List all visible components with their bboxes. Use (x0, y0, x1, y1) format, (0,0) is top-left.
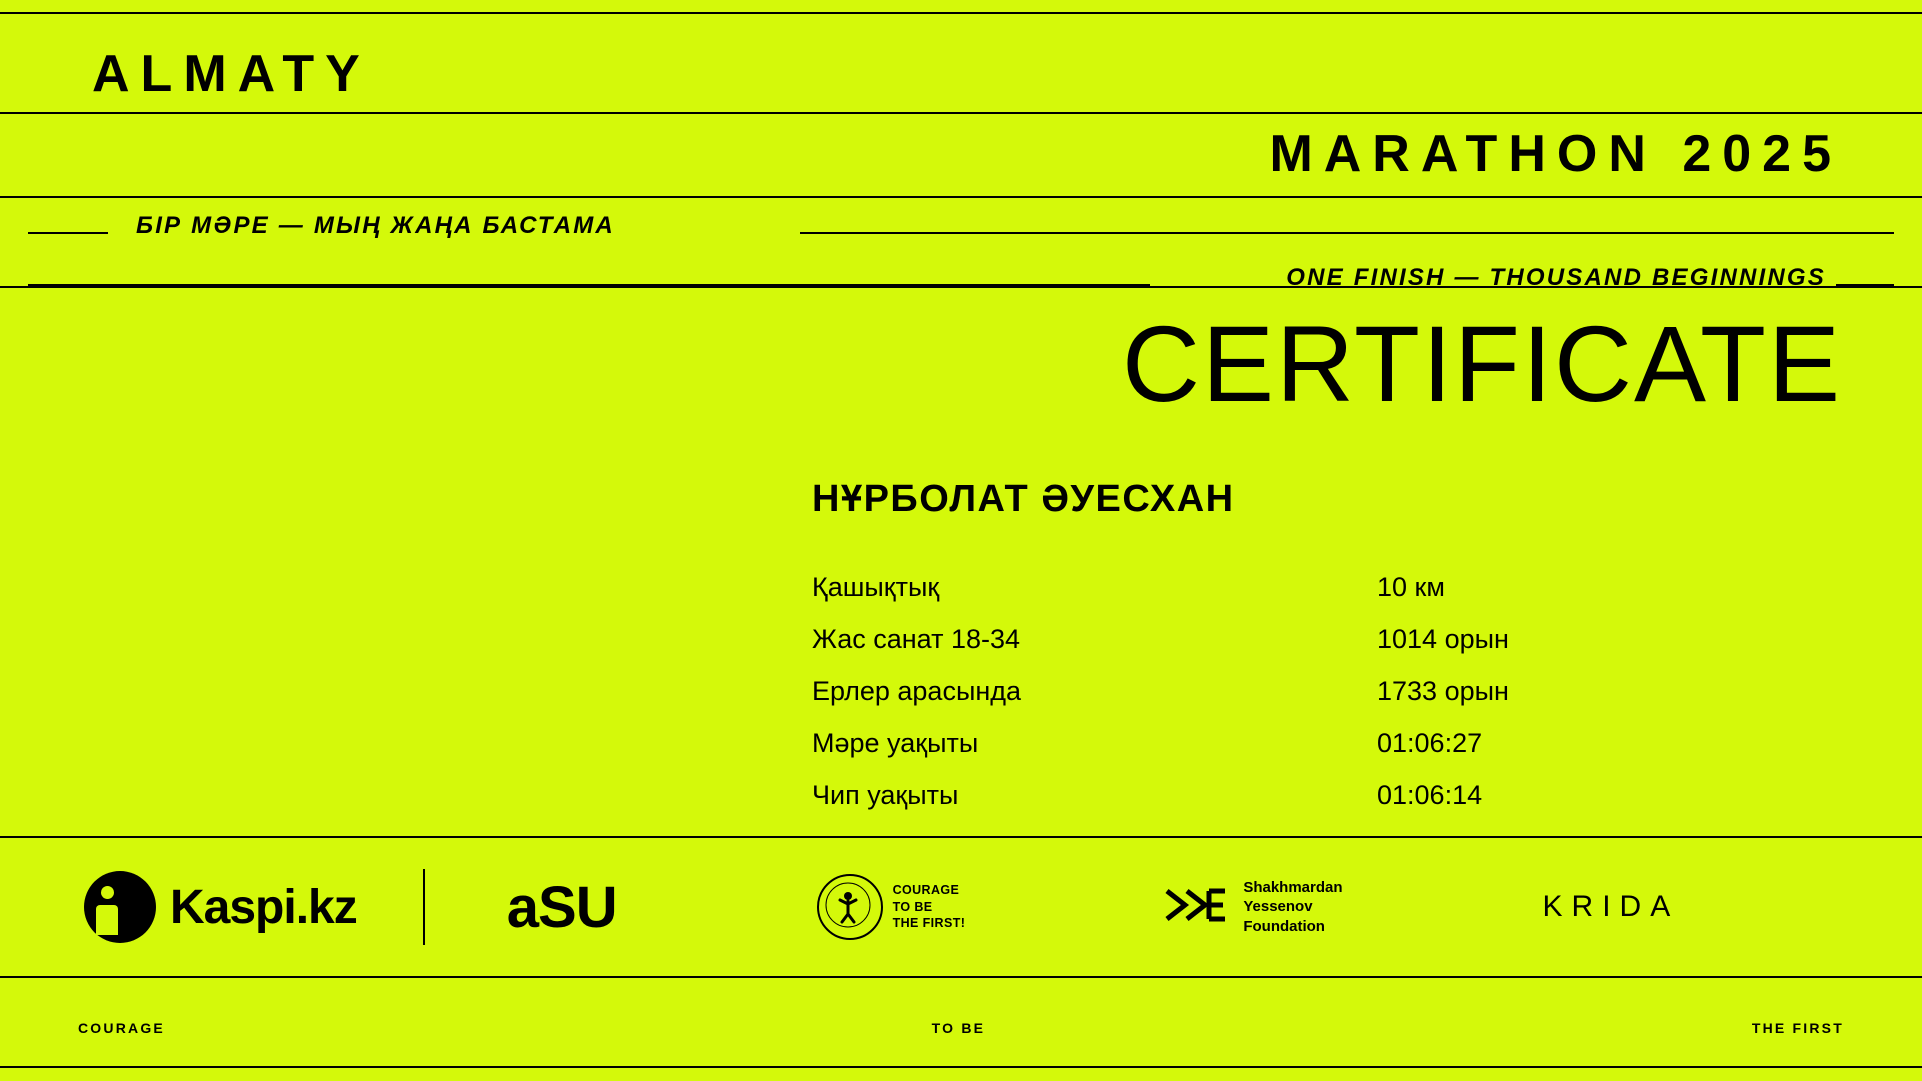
participant-name: НҰРБОЛАТ ӘУЕСХАН (812, 478, 1235, 520)
divider-bottom (0, 1066, 1922, 1068)
kaspi-logo-icon (84, 871, 156, 943)
sponsor-strip (0, 838, 1922, 976)
yessenov-line-3: Foundation (1243, 917, 1325, 935)
sponsor-asu: aSU (506, 874, 617, 940)
result-label: Мәре уақыты (812, 728, 979, 758)
courage-line-1: COURAGE (892, 882, 960, 897)
city-title: ALMATY (92, 45, 371, 103)
courage-line-3: THE FIRST! (892, 916, 966, 931)
sponsor-kaspi (84, 871, 357, 943)
result-value: 1014 орын (1377, 624, 1509, 654)
result-value: 10 км (1377, 572, 1445, 602)
sponsor-courage-fund (817, 874, 966, 940)
divider-under-city (0, 112, 1922, 114)
table-row (812, 728, 1612, 759)
result-label: Чип уақыты (812, 780, 959, 810)
sponsor-yessenov-foundation (1161, 878, 1342, 937)
footer-right-text: THE FIRST (1751, 1020, 1844, 1036)
kaspi-wordmark: Kaspi.kz (170, 880, 357, 934)
result-label: Жас санат 18-34 (812, 624, 1021, 654)
result-value: 01:06:14 (1377, 780, 1483, 810)
yessenov-logo-icon (1161, 883, 1231, 932)
page-title: CERTIFICATE (1121, 303, 1842, 424)
yessenov-foundation-text (1243, 878, 1342, 937)
rule-segment-right-kz (800, 232, 1894, 234)
rule-segment-left-kz (28, 232, 108, 234)
table-row (812, 624, 1612, 655)
sponsor-krida: KRIDA (1542, 890, 1680, 923)
table-row (812, 572, 1612, 603)
table-row (812, 780, 1612, 811)
divider-under-event (0, 196, 1922, 198)
rule-segment-right-en (1836, 284, 1894, 286)
result-value: 1733 орын (1377, 676, 1509, 706)
result-label: Ерлер арасында (812, 676, 1022, 706)
result-value: 01:06:27 (1377, 728, 1483, 758)
result-label: Қашықтық (812, 572, 940, 602)
yessenov-line-2: Yessenov (1243, 898, 1313, 916)
courage-fund-text (893, 882, 966, 933)
yessenov-line-1: Shakhmardan (1243, 878, 1343, 896)
rule-segment-left-en (28, 284, 1150, 286)
table-row (812, 676, 1612, 707)
footer (0, 1020, 1922, 1036)
courage-line-2: TO BE (892, 899, 933, 914)
tagline-english: ONE FINISH — THOUSAND BEGINNINGS (1286, 264, 1826, 291)
sponsor-divider (423, 869, 425, 945)
footer-center-text: TO BE (931, 1020, 986, 1036)
event-title: MARATHON 2025 (1269, 125, 1842, 183)
courage-fund-icon (817, 874, 883, 940)
divider-top (0, 12, 1922, 14)
footer-left-text: COURAGE (78, 1020, 165, 1036)
results-table (812, 572, 1612, 832)
tagline-kazakh: БІР МӘРЕ — МЫҢ ЖАҢА БАСТАМА (136, 212, 615, 239)
divider-below-sponsors (0, 976, 1922, 978)
